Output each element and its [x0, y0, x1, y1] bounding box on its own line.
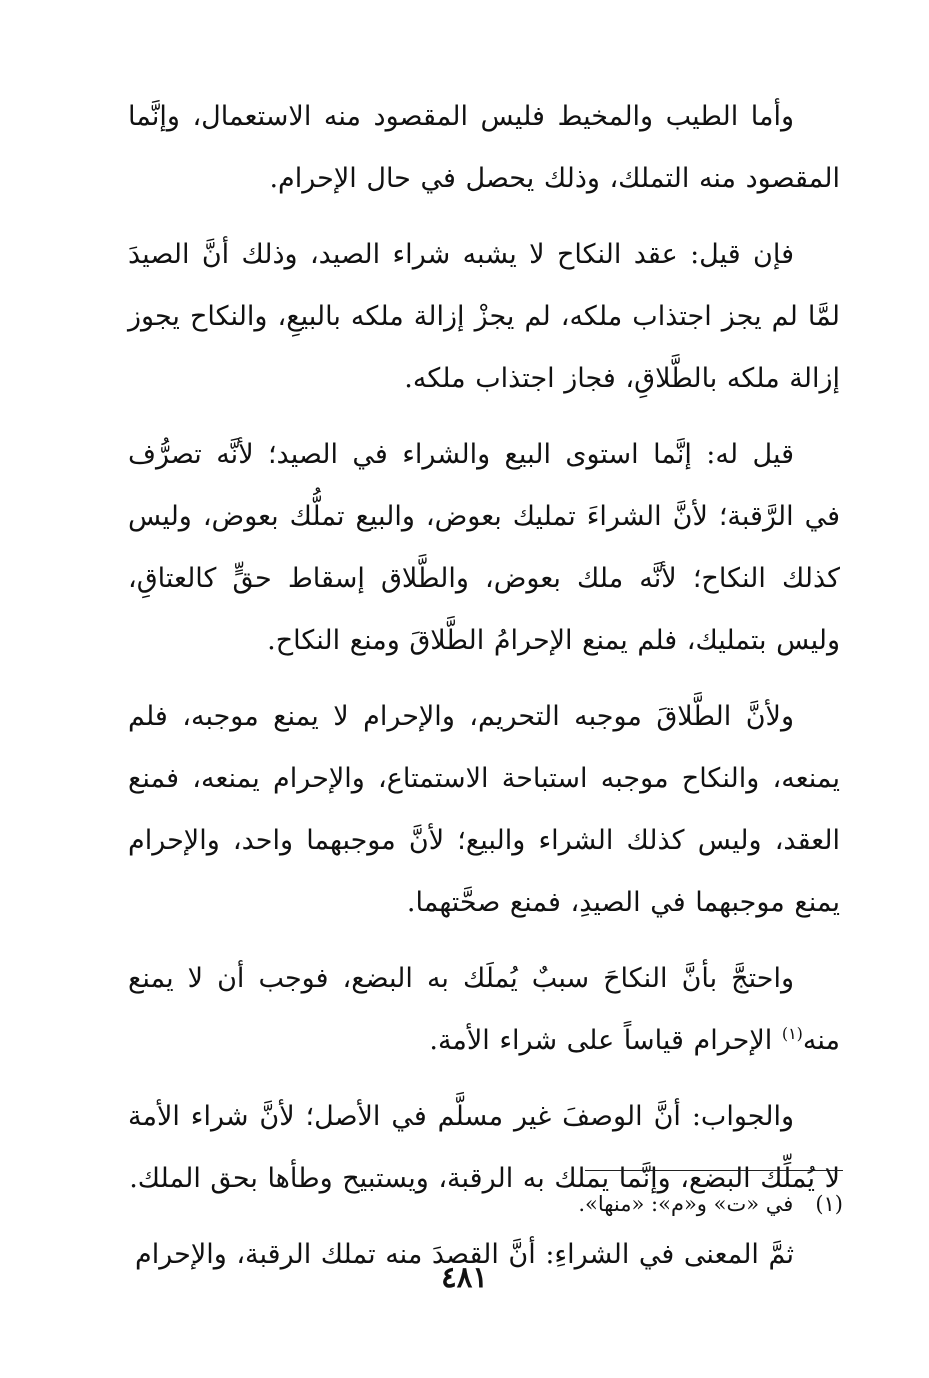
- paragraph: ثمَّ المعنى في الشراءِ: أنَّ القصدَ منه تملك الرقبة، والإحرام: [135, 1239, 794, 1270]
- paragraph: قيل له: إنَّما استوى البيع والشراء في الصيد؛ لأنَّه تصرُّف في الرَّقبة؛ لأنَّ الشراءَ تمليك بعوض، والبيع تملُّك بعوض، وليس كذلك النكاح؛ لأنَّه ملك بعوض، والطَّلاق إسقاط حقٍّ كالعتاقِ، وليس بتمليك، فلم يمنع الإحرامُ الطَّلاقَ ومنع النكاح.: [128, 439, 840, 656]
- main-text: [128, 86, 840, 1286]
- footnote-text: في «ت» و«م»: «منها».: [578, 1192, 794, 1216]
- paragraph-text-continued: الإحرام قياساً على شراء الأمة.: [429, 1025, 773, 1056]
- paragraph: ولأنَّ الطَّلاقَ موجبه التحريم، والإحرام لا يمنع موجبه، فلم يمنعه، والنكاح موجبه استباحة الاستمتاع، والإحرام يمنعه، فمنع العقد، وليس كذلك الشراء والبيع؛ لأنَّ موجبهما واحد، والإحرام يمنع موجبهما في الصيدِ، فمنع صحَّتهما.: [128, 701, 840, 918]
- paragraph-text-continued: [772, 1025, 782, 1056]
- paragraph-with-footnote: [128, 948, 840, 1072]
- footnote-marker: (١): [781, 1024, 803, 1043]
- footnote-number: (١): [815, 1192, 843, 1216]
- page-number: ٤٨١: [441, 1260, 488, 1294]
- paragraph: والجواب: أنَّ الوصفَ غير مسلَّم في الأصل؛ لأنَّ شراء الأمة لا يُملِّك البضع، وإنَّما يملك به الرقبة، ويستبيح وطأها بحق الملك.: [128, 1101, 840, 1194]
- paragraph-text: واحتجَّ بأنَّ النكاحَ سببٌ يُملَك به البضع، فوجب أن لا يمنع منه: [128, 963, 840, 1056]
- footnote: [143, 1188, 843, 1220]
- footnote-separator: [585, 1170, 843, 1171]
- paragraph: فإن قيل: عقد النكاح لا يشبه شراء الصيد، وذلك أنَّ الصيدَ لمَّا لم يجز اجتذاب ملكه، لم يجزْ إزالة ملكه بالبيعِ، والنكاح يجوز إزالة ملكه بالطَّلاقِ، فجاز اجتذاب ملكه.: [128, 239, 840, 394]
- paragraph: وأما الطيب والمخيط فليس المقصود منه الاستعمال، وإنَّما المقصود منه التملك، وذلك يحصل في حال الإحرام.: [128, 101, 840, 194]
